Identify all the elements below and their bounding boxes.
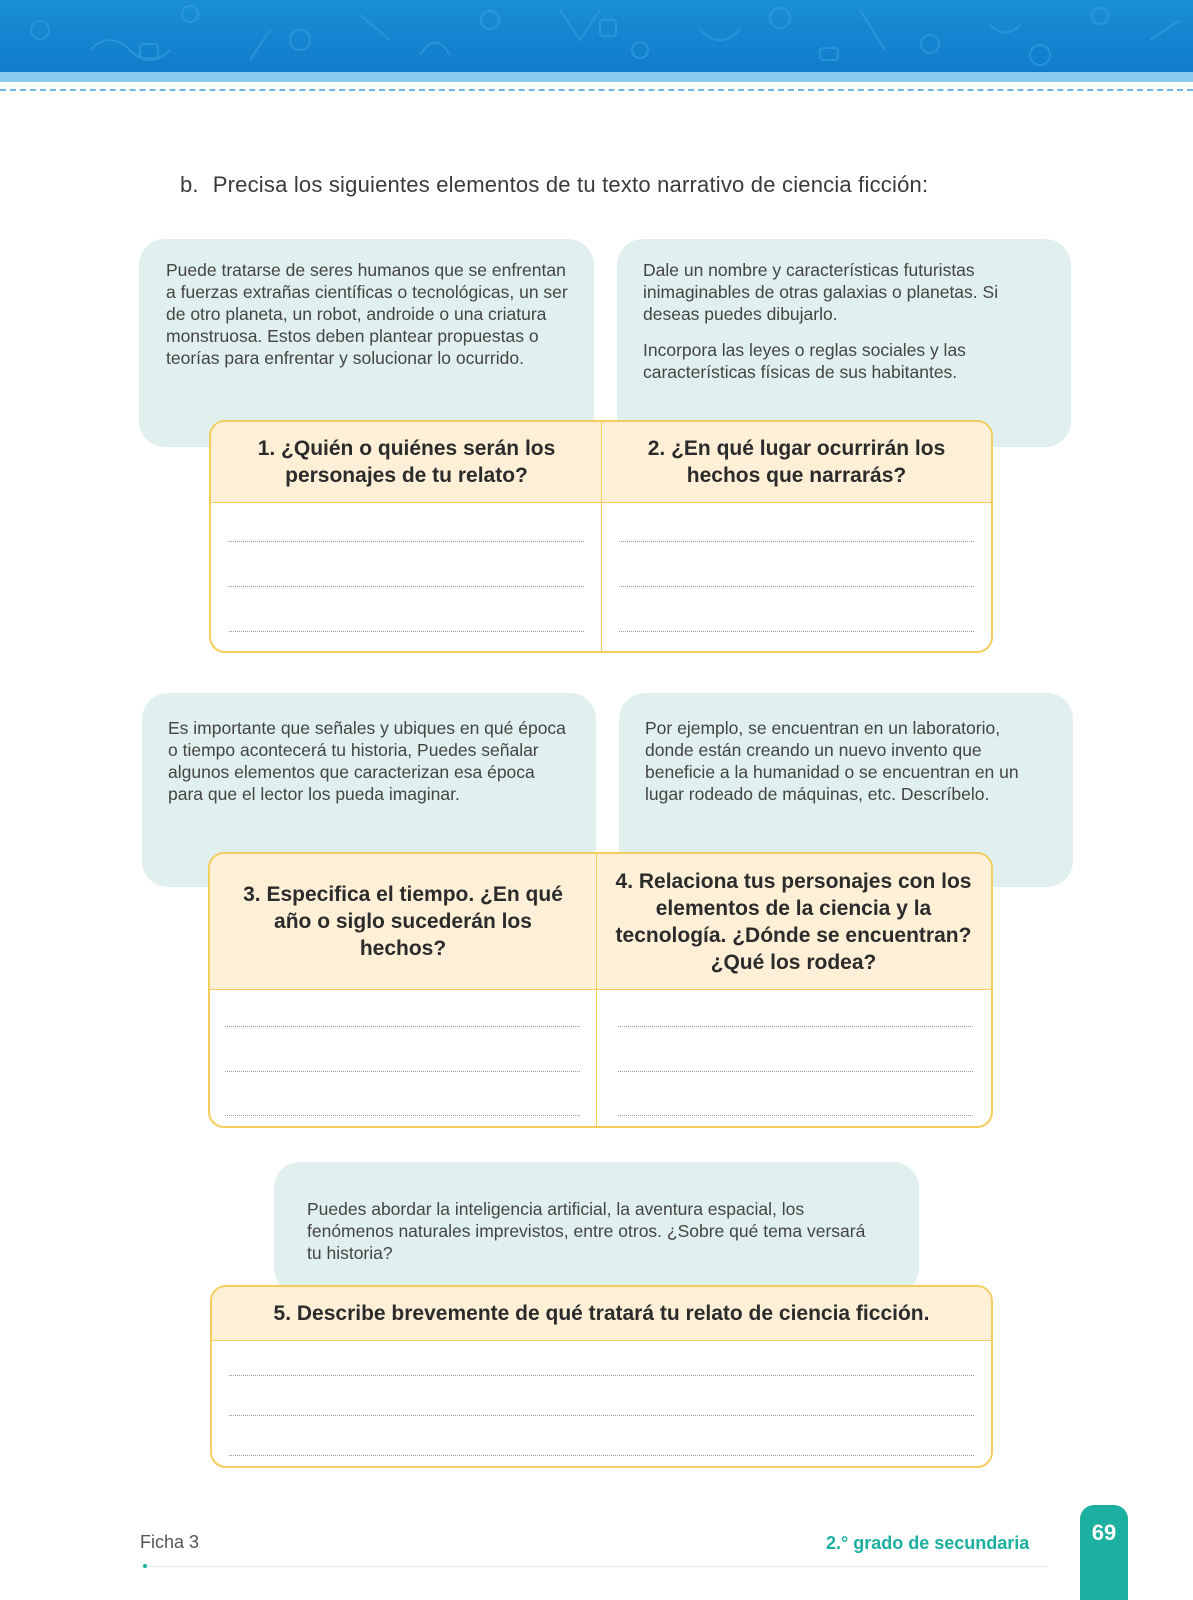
answer-line-q2[interactable] [619,631,974,632]
question-table-1-2 [209,420,993,653]
answer-line-q2[interactable] [619,586,974,587]
answer-line-q4[interactable] [618,1026,973,1027]
hint-text: Incorpora las leyes o reglas sociales y las características físicas de sus habitantes. [643,340,966,382]
doodle-pattern [0,0,1193,72]
hint-text: Es importante que señales y ubiques en qué época o tiempo acontecerá tu historia, Puedes señalar algunos elementos que caracterizan esa época para que el lector los pueda imaginar. [168,718,566,804]
hint-text: Dale un nombre y características futuristas inimaginables de otras galaxias o planetas. Si deseas puedes dibujarlo. [643,260,999,324]
question-table-5 [210,1285,993,1468]
question-header-row [212,1287,991,1341]
answer-line-q2[interactable] [619,541,974,542]
hint-text: Puedes abordar la inteligencia artificial, la aventura espacial, los fenómenos naturales imprevistos, entre otros. ¿Sobre qué tema versará tu historia? [307,1199,866,1263]
question-4-title: 4. Relaciona tus personajes con los elementos de la ciencia y la tecnología. ¿Dónde se encuentran? ¿Qué los rodea? [615,869,972,974]
answer-line-q3[interactable] [225,1026,580,1027]
answer-line-q3[interactable] [225,1071,580,1072]
hint-card-characters [139,239,594,447]
question-5-title: 5. Describe brevemente de qué tratará tu relato de ciencia ficción. [273,1302,930,1325]
footer-worksheet-label: Ficha 3 [140,1532,200,1552]
footer-grade-label: 2.° grado de secundaria [826,1533,1030,1553]
header-dashed-divider [0,89,1193,91]
answer-line-q5[interactable] [229,1415,974,1416]
hint-card-theme [274,1162,919,1294]
header-strip [0,72,1193,82]
answer-line-q1[interactable] [229,586,584,587]
page-number: 69 [1091,1520,1117,1545]
column-divider [601,422,602,653]
answer-line-q1[interactable] [229,631,584,632]
hint-card-place [617,239,1071,447]
hint-text: Puede tratarse de seres humanos que se enfrentan a fuerzas extrañas científicas o tecnológicas, un ser de otro planeta, un robot, androide o una criatura monstruosa. Estos deben plantear propuestas o teorías para enfrentar y solucionar lo ocurrido. [166,260,568,368]
question-1-title: 1. ¿Quién o quiénes serán los personajes de tu relato? [257,437,556,487]
answer-line-q5[interactable] [229,1455,974,1456]
instruction-letter: b. [180,172,199,197]
answer-line-q1[interactable] [229,541,584,542]
answer-line-q5[interactable] [229,1375,974,1376]
header-banner [0,0,1193,72]
answer-line-q4[interactable] [618,1115,973,1116]
instruction-text: Precisa los siguientes elementos de tu texto narrativo de ciencia ficción: [212,172,929,197]
instruction [180,172,928,198]
page-number-tab [1080,1505,1128,1600]
question-header-row [210,854,991,990]
column-divider [596,854,597,1128]
footer-dot [143,1564,147,1568]
question-table-3-4 [208,852,993,1128]
question-3-title: 3. Especifica el tiempo. ¿En qué año o siglo sucederán los hechos? [243,883,563,960]
hint-text: Por ejemplo, se encuentran en un laboratorio, donde están creando un nuevo invento que beneficie a la humanidad o se encuentran en un lugar rodeado de máquinas, etc. Descríbelo. [645,718,1019,804]
footer-divider [145,1566,1047,1567]
answer-line-q3[interactable] [225,1115,580,1116]
answer-line-q4[interactable] [618,1071,973,1072]
question-2-title: 2. ¿En qué lugar ocurrirán los hechos que narrarás? [647,437,946,487]
